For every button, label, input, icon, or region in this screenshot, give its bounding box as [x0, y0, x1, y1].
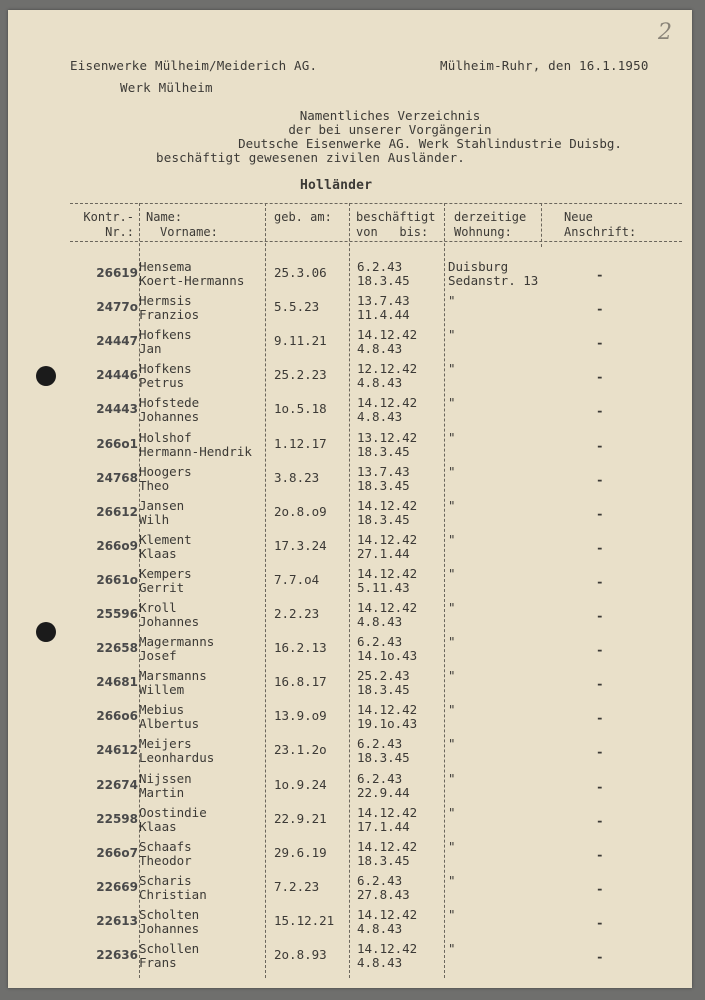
header-neue-anschrift: Neue Anschrift: — [564, 210, 637, 239]
new-address: - — [596, 642, 604, 658]
firstname: Gerrit — [139, 579, 185, 595]
employed-from: 13.12.42 — [357, 429, 418, 445]
employed-to: 18.3.45 — [357, 682, 410, 698]
employed-to: 18.3.45 — [357, 750, 410, 766]
new-address: - — [596, 301, 604, 317]
kontr-number: 266o6 — [96, 709, 138, 724]
table-row — [8, 635, 692, 669]
birth-date: 25.2.23 — [274, 367, 327, 383]
kontr-number: 25596 — [96, 607, 138, 621]
header-geb: geb. am: — [274, 210, 332, 224]
firstname: Albertus — [139, 716, 200, 732]
firstname: Johannes — [139, 920, 200, 936]
birth-date: 16.2.13 — [274, 640, 327, 656]
new-address: - — [596, 812, 604, 828]
table-row — [8, 908, 692, 942]
employed-from: 6.2.43 — [357, 770, 403, 786]
surname: Hensema — [139, 259, 192, 274]
new-address: - — [596, 539, 604, 555]
birth-date: 2o.8.o9 — [274, 503, 327, 519]
employed-to: 4.8.43 — [357, 614, 403, 629]
table-row — [8, 499, 692, 533]
new-address: - — [596, 846, 604, 862]
firstname: Wilh — [139, 511, 170, 527]
birth-date: 23.1.2o — [274, 742, 327, 758]
employed-to: 27.8.43 — [357, 886, 410, 902]
employed-to: 22.9.44 — [357, 784, 410, 800]
employed-from: 6.2.43 — [357, 736, 403, 752]
firstname: Koert-Hermanns — [139, 273, 245, 288]
employed-from: 6.2.43 — [357, 872, 403, 888]
nationality-heading: Holländer — [300, 178, 373, 193]
works-line: Werk Mülheim — [120, 80, 213, 95]
firstname: Klaas — [139, 545, 177, 561]
employed-from: 14.12.42 — [357, 531, 418, 547]
new-address: - — [596, 608, 604, 623]
employed-to: 4.8.43 — [357, 375, 403, 391]
current-address: " — [448, 702, 456, 718]
surname: Meijers — [139, 736, 192, 752]
employed-to: 18.3.45 — [357, 852, 410, 868]
header-beschaeftigt: beschäftigt von bis: — [356, 210, 436, 239]
birth-date: 1o.9.24 — [274, 776, 327, 792]
new-address: - — [596, 573, 604, 589]
employed-to: 19.1o.43 — [357, 716, 418, 732]
table-row — [8, 362, 692, 396]
title-line-1: Namentliches Verzeichnis — [299, 108, 481, 123]
title-line-4: beschäftigt gewesenen zivilen Ausländer. — [156, 150, 466, 165]
table-row — [8, 465, 692, 499]
surname: Magermanns — [139, 634, 215, 650]
firstname: Christian — [139, 886, 207, 902]
surname: Schaafs — [139, 838, 192, 854]
employed-to: 18.3.45 — [357, 511, 410, 527]
firstname: Leonhardus — [139, 750, 215, 766]
birth-date: 5.5.23 — [274, 299, 320, 315]
employed-from: 25.2.43 — [357, 668, 410, 684]
kontr-number: 22669 — [96, 879, 138, 894]
table-row — [8, 874, 692, 908]
current-address: " — [448, 838, 456, 854]
surname: Scharis — [139, 872, 192, 888]
employed-from: 6.2.43 — [357, 259, 403, 274]
surname: Marsmanns — [139, 668, 207, 684]
employed-to: 18.3.45 — [357, 273, 410, 288]
surname: Schollen — [139, 941, 200, 956]
table-header-rule — [70, 241, 682, 242]
surname: Holshof — [139, 429, 192, 445]
current-address: " — [448, 804, 456, 820]
firstname: Theodor — [139, 852, 192, 868]
kontr-number: 26619 — [96, 266, 138, 280]
employed-from: 13.7.43 — [357, 293, 410, 309]
header-name: Name: Vorname: — [146, 210, 218, 239]
table-row — [8, 567, 692, 601]
birth-date: 7.7.o4 — [274, 571, 320, 587]
current-address: " — [448, 872, 456, 888]
current-address: " — [448, 327, 456, 343]
kontr-number: 22658 — [96, 641, 138, 656]
surname: Hermsis — [139, 293, 192, 309]
current-address: " — [448, 906, 456, 922]
kontr-number: 22598 — [96, 811, 138, 826]
kontr-number: 22636 — [96, 948, 138, 962]
new-address: - — [596, 676, 604, 692]
birth-date: 17.3.24 — [274, 537, 327, 553]
punch-hole — [36, 622, 56, 642]
new-address: - — [596, 949, 604, 964]
kontr-number: 24681 — [96, 675, 138, 690]
table-row — [8, 328, 692, 362]
employed-to: 14.1o.43 — [357, 648, 418, 664]
current-address: " — [448, 429, 456, 445]
surname: Kempers — [139, 565, 192, 581]
table-row — [8, 669, 692, 703]
employed-to: 4.8.43 — [357, 920, 403, 936]
new-address: - — [596, 369, 604, 385]
new-address: - — [596, 880, 604, 896]
table-row — [8, 294, 692, 328]
new-address: - — [596, 335, 604, 351]
firstname: Frans — [139, 955, 177, 970]
table-row — [8, 533, 692, 567]
firstname: Johannes — [139, 409, 200, 425]
birth-date: 2.2.23 — [274, 606, 320, 621]
employed-from: 14.12.42 — [357, 941, 418, 956]
employed-to: 11.4.44 — [357, 307, 410, 323]
table-row — [8, 260, 692, 294]
surname: Mebius — [139, 702, 185, 718]
punch-hole — [36, 366, 56, 386]
firstname: Josef — [139, 648, 177, 664]
current-address: " — [448, 941, 456, 956]
employed-to: 17.1.44 — [357, 818, 410, 834]
firstname: Petrus — [139, 375, 185, 391]
current-address: " — [448, 600, 456, 615]
column-divider — [541, 203, 542, 247]
new-address: - — [596, 914, 604, 930]
new-address: - — [596, 403, 604, 419]
birth-date: 22.9.21 — [274, 810, 327, 826]
birth-date: 16.8.17 — [274, 674, 327, 690]
new-address: - — [596, 267, 604, 282]
table-row — [8, 942, 692, 976]
birth-date: 3.8.23 — [274, 469, 320, 485]
surname: Kroll — [139, 600, 177, 615]
table-row — [8, 396, 692, 430]
company-line: Eisenwerke Mülheim/Meiderich AG. — [70, 58, 318, 73]
employed-from: 14.12.42 — [357, 702, 418, 718]
current-address: " — [448, 634, 456, 650]
kontr-number: 266o7 — [96, 845, 138, 860]
firstname: Klaas — [139, 818, 177, 834]
employed-to: 4.8.43 — [357, 955, 403, 970]
new-address: - — [596, 505, 604, 521]
table-row — [8, 601, 692, 635]
new-address: - — [596, 778, 604, 794]
current-address: Duisburg — [448, 259, 509, 274]
employed-from: 14.12.42 — [357, 804, 418, 820]
firstname: Hermann-Hendrik — [139, 443, 252, 459]
birth-date: 9.11.21 — [274, 333, 327, 349]
header-wohnung: derzeitige Wohnung: — [454, 210, 527, 239]
table-row — [8, 737, 692, 771]
kontr-number: 266o9 — [96, 538, 138, 553]
surname: Jansen — [139, 497, 185, 513]
kontr-number: 22613 — [96, 913, 138, 928]
birth-date: 1.12.17 — [274, 435, 327, 451]
title-line-3: Deutsche Eisenwerke AG. Werk Stahlindustrie Duisbg. — [238, 136, 622, 151]
table-row — [8, 431, 692, 465]
surname: Scholten — [139, 906, 200, 922]
employed-from: 14.12.42 — [357, 565, 418, 581]
kontr-number: 24443 — [96, 402, 138, 417]
current-address: " — [448, 531, 456, 547]
current-address-line-2: Sedanstr. 13 — [448, 273, 539, 288]
new-address: - — [596, 744, 604, 760]
table-row — [8, 840, 692, 874]
surname: Hofkens — [139, 361, 192, 377]
birth-date: 1o.5.18 — [274, 401, 327, 417]
kontr-number: 2477o — [96, 300, 138, 315]
birth-date: 25.3.06 — [274, 265, 327, 280]
current-address: " — [448, 770, 456, 786]
kontr-number: 26612 — [96, 504, 138, 519]
table-row — [8, 703, 692, 737]
header-kontr: Kontr.- Nr.: — [83, 210, 134, 239]
current-address: " — [448, 565, 456, 581]
surname: Klement — [139, 531, 192, 547]
page-number: 2 — [658, 20, 672, 45]
birth-date: 29.6.19 — [274, 844, 327, 860]
employed-to: 4.8.43 — [357, 409, 403, 425]
employed-from: 14.12.42 — [357, 395, 418, 411]
employed-from: 14.12.42 — [357, 497, 418, 513]
current-address: " — [448, 293, 456, 309]
birth-date: 7.2.23 — [274, 878, 320, 894]
employed-to: 4.8.43 — [357, 341, 403, 357]
employed-from: 14.12.42 — [357, 838, 418, 854]
surname: Hofstede — [139, 395, 200, 411]
current-address: " — [448, 736, 456, 752]
table-row — [8, 772, 692, 806]
current-address: " — [448, 668, 456, 684]
table-top-rule — [70, 203, 682, 204]
employed-from: 13.7.43 — [357, 463, 410, 479]
firstname: Martin — [139, 784, 185, 800]
place-date: Mülheim-Ruhr, den 16.1.1950 — [440, 58, 649, 73]
kontr-number: 24612 — [96, 743, 138, 758]
current-address: " — [448, 463, 456, 479]
employed-to: 18.3.45 — [357, 477, 410, 493]
firstname: Willem — [139, 682, 185, 698]
employed-to: 5.11.43 — [357, 579, 410, 595]
kontr-number: 24447 — [96, 334, 138, 349]
surname: Nijssen — [139, 770, 192, 786]
surname: Hofkens — [139, 327, 192, 343]
employed-to: 18.3.45 — [357, 443, 410, 459]
birth-date: 2o.8.93 — [274, 947, 327, 962]
current-address: " — [448, 395, 456, 411]
surname: Hoogers — [139, 463, 192, 479]
new-address: - — [596, 710, 604, 726]
birth-date: 13.9.o9 — [274, 708, 327, 724]
firstname: Theo — [139, 477, 170, 493]
employed-from: 12.12.42 — [357, 361, 418, 377]
new-address: - — [596, 471, 604, 487]
new-address: - — [596, 437, 604, 453]
employed-from: 14.12.42 — [357, 906, 418, 922]
birth-date: 15.12.21 — [274, 912, 335, 928]
firstname: Franzios — [139, 307, 200, 323]
table-row — [8, 806, 692, 840]
kontr-number: 266o1 — [96, 436, 138, 451]
kontr-number: 24768 — [96, 470, 138, 485]
employed-from: 14.12.42 — [357, 600, 418, 615]
employed-from: 14.12.42 — [357, 327, 418, 343]
current-address: " — [448, 361, 456, 377]
firstname: Johannes — [139, 614, 200, 629]
kontr-number: 22674 — [96, 777, 138, 792]
surname: Oostindie — [139, 804, 207, 820]
firstname: Jan — [139, 341, 162, 357]
document-page — [8, 10, 692, 988]
kontr-number: 2661o — [96, 572, 138, 587]
current-address: " — [448, 497, 456, 513]
employed-from: 6.2.43 — [357, 634, 403, 650]
title-line-2: der bei unserer Vorgängerin — [288, 122, 492, 137]
kontr-number: 24446 — [96, 368, 138, 383]
employed-to: 27.1.44 — [357, 545, 410, 561]
